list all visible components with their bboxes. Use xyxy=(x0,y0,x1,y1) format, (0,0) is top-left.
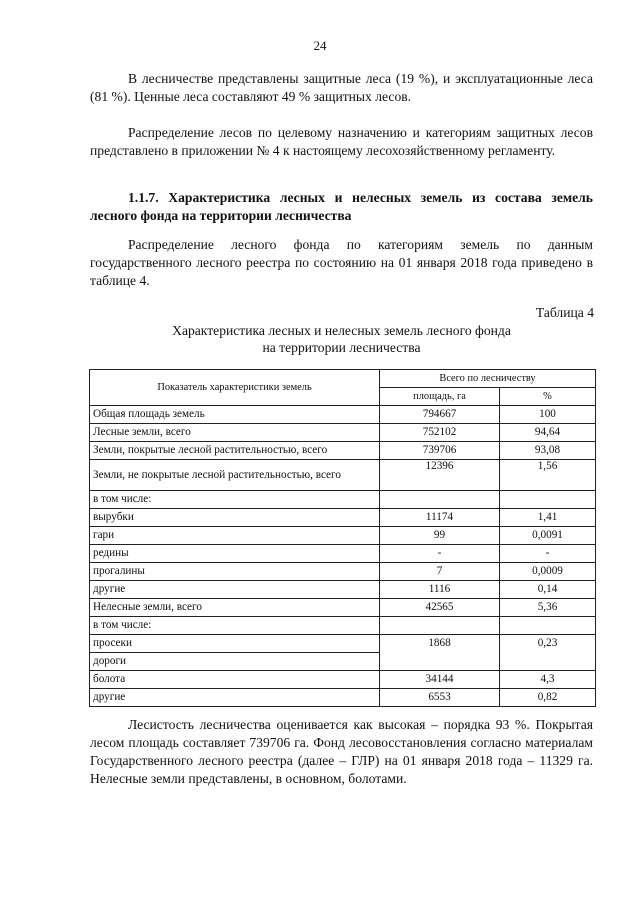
row-percent: 0,82 xyxy=(500,689,596,707)
row-label: Лесные земли, всего xyxy=(90,424,380,442)
row-label: в том числе: xyxy=(90,491,380,509)
table-row xyxy=(90,442,596,460)
row-label: гари xyxy=(90,527,380,545)
table-row xyxy=(90,509,596,527)
paragraph-protective-forests: В лесничестве представлены защитные леса (19 %), и эксплуатационные леса (81 %). Ценные леса составляют 49 % защитных лесов. xyxy=(90,71,593,104)
row-percent: - xyxy=(500,545,596,563)
row-area: 11174 xyxy=(380,509,500,527)
table-row xyxy=(90,424,596,442)
row-area: 752102 xyxy=(380,424,500,442)
row-label: вырубки xyxy=(90,509,380,527)
row-percent: 0,23 xyxy=(500,635,596,671)
table-row xyxy=(90,406,596,424)
row-percent xyxy=(500,491,596,509)
row-percent: 93,08 xyxy=(500,442,596,460)
row-area: 739706 xyxy=(380,442,500,460)
row-area: 99 xyxy=(380,527,500,545)
table-row xyxy=(90,491,596,509)
row-percent: 1,56 xyxy=(500,460,596,491)
row-area: 794667 xyxy=(380,406,500,424)
land-characteristics-table xyxy=(89,369,596,707)
table-row xyxy=(90,545,596,563)
table-row xyxy=(90,671,596,689)
row-label: Земли, не покрытые лесной растительностью, всего xyxy=(90,460,380,491)
row-label: просеки xyxy=(90,635,380,653)
paragraph-forest-distribution: Распределение лесов по целевому назначению и категориям защитных лесов представлено в приложении № 4 к настоящему лесохозяйственному регламенту. xyxy=(90,125,593,158)
row-percent: 4,3 xyxy=(500,671,596,689)
row-area xyxy=(380,491,500,509)
row-label: другие xyxy=(90,581,380,599)
section-heading: 1.1.7. Характеристика лесных и нелесных земель из состава земель лесного фонда на территории лесничества xyxy=(90,190,593,223)
table-row xyxy=(90,460,596,491)
table-row xyxy=(90,635,596,653)
row-percent: 0,0091 xyxy=(500,527,596,545)
row-area: 1116 xyxy=(380,581,500,599)
row-percent: 1,41 xyxy=(500,509,596,527)
header-indicator: Показатель характеристики земель xyxy=(90,370,380,406)
row-area: 34144 xyxy=(380,671,500,689)
table-row xyxy=(90,563,596,581)
row-percent: 0,14 xyxy=(500,581,596,599)
row-area: 1868 xyxy=(380,635,500,671)
row-percent xyxy=(500,617,596,635)
table-caption xyxy=(90,322,593,356)
row-percent: 5,36 xyxy=(500,599,596,617)
row-area: 6553 xyxy=(380,689,500,707)
row-area: - xyxy=(380,545,500,563)
row-label: Нелесные земли, всего xyxy=(90,599,380,617)
row-area: 7 xyxy=(380,563,500,581)
row-label: прогалины xyxy=(90,563,380,581)
table-row xyxy=(90,599,596,617)
row-label: дороги xyxy=(90,653,380,671)
row-label: в том числе: xyxy=(90,617,380,635)
table-row xyxy=(90,617,596,635)
paragraph-fund-distribution: Распределение лесного фонда по категориям земель по данным государственного лесного реестра по состоянию на 01 января 2018 года приведено в таблице 4. xyxy=(90,237,593,288)
row-percent: 100 xyxy=(500,406,596,424)
table-row xyxy=(90,581,596,599)
table-caption-line-1: Характеристика лесных и нелесных земель лесного фонда xyxy=(172,323,511,338)
paragraph-forest-cover: Лесистость лесничества оценивается как высокая – порядка 93 %. Покрытая лесом площадь составляет 739706 га. Фонд лесовосстановления согласно материалам Государственного лесного реестра (далее – ГЛР) на 01 января 2018 года – 11329 га. Нелесные земли представлены, в основном, болотами. xyxy=(90,717,593,786)
row-label: редины xyxy=(90,545,380,563)
table-caption-line-2: на территории лесничества xyxy=(262,340,421,355)
row-percent: 94,64 xyxy=(500,424,596,442)
row-label: болота xyxy=(90,671,380,689)
row-label: Земли, покрытые лесной растительностью, всего xyxy=(90,442,380,460)
table-label: Таблица 4 xyxy=(535,305,594,320)
header-percent: % xyxy=(500,388,596,406)
row-area: 12396 xyxy=(380,460,500,491)
row-area xyxy=(380,617,500,635)
table-row xyxy=(90,689,596,707)
header-total: Всего по лесничеству xyxy=(380,370,596,388)
row-percent: 0,0009 xyxy=(500,563,596,581)
table-row xyxy=(90,527,596,545)
row-label: Общая площадь земель xyxy=(90,406,380,424)
page-number: 24 xyxy=(313,38,327,53)
row-label: другие xyxy=(90,689,380,707)
header-area: площадь, га xyxy=(380,388,500,406)
row-area: 42565 xyxy=(380,599,500,617)
